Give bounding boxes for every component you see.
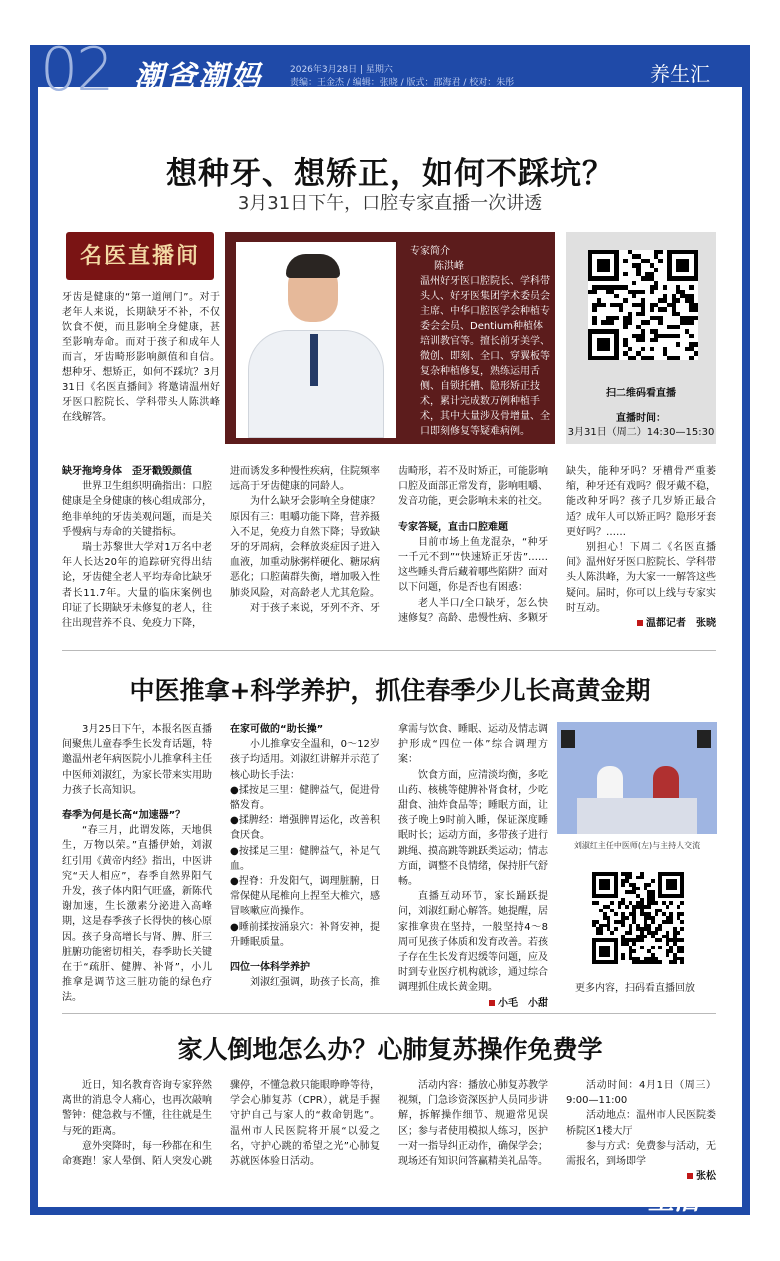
divider	[62, 1013, 716, 1014]
replay-qr-caption: 更多内容，扫码看直播回放	[575, 983, 695, 994]
expert-name: 陈洪峰	[434, 261, 464, 272]
qr-module	[621, 883, 625, 887]
column-name: 养生汇	[650, 62, 710, 86]
qr-module	[655, 901, 659, 905]
article3-col1	[62, 1078, 212, 1169]
qr-module	[650, 290, 654, 294]
qr-module	[614, 894, 618, 898]
qr-module	[654, 285, 658, 289]
qr-module	[689, 356, 693, 360]
qr-module	[658, 946, 662, 950]
qr-module	[610, 931, 614, 935]
qr-module	[636, 887, 640, 891]
qr-module	[632, 942, 636, 946]
qr-module	[680, 894, 684, 898]
live-time-value: 3月31日（周二）14:30—15:30	[567, 427, 715, 438]
a2-col1-heading: 春季为何是长高“加速器”？	[62, 810, 186, 822]
qr-module	[632, 356, 636, 360]
staff-line: 责编：王金杰 / 编辑：张晓 / 版式：邵海君 / 校对：朱彤	[290, 78, 515, 88]
a3-byline: 张松	[566, 1169, 716, 1184]
qr-module	[614, 356, 618, 360]
qr-module	[625, 916, 629, 920]
a2-col2-para: 小儿推拿安全温和，0～12岁孩子均适用。刘淑红讲解并示范了核心助长手法：	[230, 739, 380, 781]
qr-module	[658, 927, 662, 931]
qr-module	[650, 347, 654, 351]
a2-col2-heading: 在家可做的“助长操”	[230, 724, 324, 735]
article2-col3	[398, 722, 548, 1011]
qr-module	[632, 281, 636, 285]
article1-col4	[566, 464, 716, 631]
header-meta	[290, 64, 514, 90]
qr-module	[680, 912, 684, 916]
qr-module	[694, 342, 698, 346]
qr-module	[680, 960, 684, 964]
qr-module	[632, 949, 636, 953]
col3-para2: 目前市场上鱼龙混杂，“种牙一千元不到”“快速矫正牙齿”……这些睡头背后藏着哪些陷阱？面对以下问题，你是否也有困惑：	[398, 536, 548, 594]
qr-module	[676, 356, 680, 360]
qr-module	[619, 307, 623, 311]
qr-module	[658, 250, 662, 254]
qr-module	[614, 912, 618, 916]
qr-module	[655, 931, 659, 935]
article3-title: 家人倒地怎么办？心肺复苏操作免费学	[177, 1035, 603, 1064]
qr-module	[689, 285, 693, 289]
replay-qr-code[interactable]	[592, 872, 684, 964]
event-time: 活动时间：4月1日（周三）9:00—11:00	[566, 1080, 716, 1107]
qr-module	[651, 879, 655, 883]
qr-module	[676, 298, 680, 302]
a2-item: ●睡前揉按涌泉穴：补肾安神，提升睡眠质量。	[230, 921, 380, 948]
col1-para2: 瑞士苏黎世大学对1万名中老年人长达20年的追踪研究得出结论，牙齿健全老人平均寿命比缺牙者长11.7年。大量的临床案例也印证了长期缺牙未修复的老人，往往出现营养不良、免疫力下降，	[62, 542, 212, 630]
article2-col2	[230, 722, 380, 990]
a2-col1-para2: “春三月，此谓发陈，天地俱生，万物以荣。”直播伊始，刘淑红引用《黄帝内经》指出，中医讲究“天人相应”，春季自然界阳气升发，孩子体内阳气旺盛，新陈代谢加速，生长激素分泌进入高峰期，这是春季孩子长得快的核心原因。孩子身高增长与肾、脾、肝三脏腑功能密切相关，春季助长关键在于“疏肝、健脾、补肾”，小儿推拿是调节这三脏功能的绿色疗法。	[62, 825, 212, 1004]
qr-module	[680, 920, 684, 924]
qr-module	[644, 935, 648, 939]
section-logo: 潮爸潮妈	[134, 60, 262, 95]
qr-module	[655, 912, 659, 916]
qr-module	[641, 338, 645, 342]
famous-doctor-badge: 名医直播间	[66, 232, 214, 280]
qr-module	[614, 294, 618, 298]
qr-module	[689, 320, 693, 324]
qr-module	[629, 931, 633, 935]
qr-module	[650, 307, 654, 311]
qr-module	[606, 268, 610, 272]
broadcast-photo	[557, 722, 717, 834]
qr-module	[640, 946, 644, 950]
qr-caption: 扫二维码看直播	[606, 388, 676, 399]
footer-sub: 周刊	[712, 1194, 732, 1205]
qr-module	[592, 307, 596, 311]
expert-bio	[410, 244, 552, 439]
qr-module	[640, 876, 644, 880]
qr-module	[628, 347, 632, 351]
col1-para: 世界卫生组织明确指出：口腔健康是全身健康的核心组成部分，绝非单纯的牙齿美观问题，而是关乎慢病与寿命的关键指标。	[62, 481, 212, 538]
expert-photo	[236, 242, 396, 438]
article3-col4	[566, 1078, 716, 1184]
qr-module	[658, 938, 662, 942]
qr-module	[654, 268, 658, 272]
qr-module	[610, 901, 614, 905]
col3-para3: 老人半口/全口缺牙，怎么快速修复？高龄、患慢性病、多颗牙	[398, 597, 548, 624]
article1-col3	[398, 464, 548, 626]
qr-module	[607, 887, 611, 891]
qr-module	[658, 259, 662, 263]
qr-module	[629, 876, 633, 880]
qr-module	[607, 953, 611, 957]
qr-module	[623, 298, 627, 302]
photo-caption: 刘淑红主任中医师(左)与主持人交流	[573, 841, 701, 850]
qr-module	[640, 938, 644, 942]
qr-module	[610, 320, 614, 324]
qr-module	[669, 920, 673, 924]
qr-module	[663, 307, 667, 311]
qr-module	[677, 905, 681, 909]
qr-module	[623, 272, 627, 276]
qr-module	[673, 960, 677, 964]
qr-module	[628, 320, 632, 324]
qr-module	[680, 949, 684, 953]
footer-logo: 生活	[648, 1186, 701, 1216]
qr-module	[641, 347, 645, 351]
qr-module	[676, 325, 680, 329]
qr-module	[694, 307, 698, 311]
a3-col1-para2: 意外突降时，每一秒都在和生命赛跑！家人晕倒、陌人突发心跳	[62, 1140, 212, 1168]
a2-col1-para: 3月25日下午，本报名医直播间聚焦儿童春季生长发育话题，特邀温州老年病医院小儿推拿科主任中医师刘淑红，为家长带来实用助力孩子长高知识。	[62, 724, 212, 796]
a3-col3-para: 活动内容：播放心肺复苏教学视频，门急诊资深医护人员同步讲解，拆解操作细节、规避常见误区；参与者使用模拟人练习，医护一对一指导纠正动作，确保学会；现场还有知识问答赢精美礼品等。	[398, 1080, 548, 1168]
article3-col3	[398, 1078, 548, 1169]
event-participation: 参与方式：免费参与活动，无需报名，到场即学	[566, 1140, 716, 1168]
col4-para2: 别担心！下周二《名医直播间》温州好牙医口腔院长、学科带头人陈洪峰，为大家一一解答这些疑问。届时，你可以上线与专家实时互动。	[566, 542, 716, 614]
a2-col2-para2: 刘淑红强调，助孩子长高，推	[250, 977, 380, 989]
qr-module	[680, 901, 684, 905]
a2-item: ●揉按足三里：健脾益气，促进骨骼发育。	[230, 784, 380, 812]
a2-col3-para2: 饮食方面，应清淡均衡，多吃山药、核桃等健脾补肾食材，少吃甜食、油炸食品等；睡眠方面，让孩子晚上9时前入睡，保证深度睡眠时长；运动方面，多带孩子进行跳绳、摸高跳等跳跃类运动；情志方面，调整不良情绪，保持肝气舒畅。	[398, 769, 548, 888]
qr-module	[658, 320, 662, 324]
qr-module	[599, 931, 603, 935]
article2-title: 中医推拿+科学养护，抓住春季少儿长高黄金期	[129, 676, 651, 705]
qr-module	[677, 931, 681, 935]
col2-para: 进而诱发多种慢性疾病，住院频率远高于牙齿健康的同龄人。	[230, 466, 380, 493]
qr-module	[614, 960, 618, 964]
a2-col3-para: 拿需与饮食、睡眠、运动及情志调护形成“四位一体”综合调理方案：	[398, 724, 548, 766]
article2-col1	[62, 722, 212, 1006]
article1-title: 想种牙、想矫正，如何不踩坑？	[166, 156, 614, 192]
live-qr-code[interactable]	[588, 250, 698, 360]
qr-module	[680, 938, 684, 942]
article1-subtitle: 3月31日下午，口腔专家直播一次讲透	[237, 193, 543, 214]
qr-module	[680, 927, 684, 931]
qr-module	[614, 927, 618, 931]
event-place: 活动地点：温州市人民医院娄桥院区1楼大厅	[566, 1110, 716, 1137]
page-number: 02	[40, 35, 113, 105]
qr-module	[641, 312, 645, 316]
expert-label: 专家简介	[410, 246, 450, 257]
qr-module	[689, 334, 693, 338]
qr-module	[592, 320, 596, 324]
qr-module	[666, 953, 670, 957]
live-time-label: 直播时间：	[616, 413, 666, 424]
a2-item: ●按揉足三里：健脾益气，补足气血。	[230, 845, 380, 872]
qr-module	[596, 901, 600, 905]
qr-module	[650, 356, 654, 360]
col4-para: 缺失，能种牙吗？牙槽骨严重萎缩，种牙还有戏吗？假牙戴不稳，能改种牙吗？孩子几岁矫正最合适？成年人可以矫正吗？隐形牙套更好吗？……	[566, 466, 716, 538]
qr-module	[625, 905, 629, 909]
qr-module	[632, 294, 636, 298]
qr-module	[645, 320, 649, 324]
qr-module	[651, 946, 655, 950]
qr-module	[676, 342, 680, 346]
qr-module	[623, 259, 627, 263]
col3-para: 齿畸形，若不及时矫正，可能影响口腔及面部正常发育，影响咀嚼、发音功能，更会影响未来的社交。	[398, 466, 548, 508]
article3-col2	[230, 1078, 380, 1169]
qr-module	[685, 268, 689, 272]
qr-module	[618, 905, 622, 909]
a2-item: ●捏脊：升发阳气，调理脏腑，日常保健从尾椎向上捏至大椎穴，感冒咳嗽应尚操作。	[230, 876, 380, 918]
a2-item: ●揉脾经：增强脾胃运化，改善积食厌食。	[230, 815, 380, 842]
article1-intro: 牙齿是健康的“第一道闸门”。对于老年人来说，长期缺牙不补，不仅饮食不便，而且影响全身健康，甚至影响寿命。而对于孩子和成年人而言，牙齿畸形影响颜值和自信。想种牙、想矫正，如何不踩坑？3月31日《名医直播间》将邀请温州好牙医口腔院长、学科带头人陈洪峰在线解答。	[62, 292, 220, 423]
a2-col3-para3: 直播互动环节，家长踊跃提问，刘淑红耐心解答。她提醒，居家推拿贵在坚持，一般坚持4～8周可见孩子体质和发育改善。若孩子存在生长发育迟缓等问题，应及时到专业医疗机构就诊，通过综合调理抓住成长黄金期。	[398, 891, 548, 994]
qr-module	[658, 960, 662, 964]
a2-byline: 小毛 小甜	[398, 996, 548, 1011]
article1-col1	[62, 464, 212, 631]
qr-module	[666, 905, 670, 909]
col1-heading: 缺牙拖垮身体 歪牙戳毁颜值	[62, 466, 192, 477]
qr-module	[647, 905, 651, 909]
qr-module	[606, 347, 610, 351]
qr-module	[614, 276, 618, 280]
qr-module	[592, 290, 596, 294]
qr-module	[647, 883, 651, 887]
qr-module	[673, 887, 677, 891]
qr-module	[663, 285, 667, 289]
expert-bio-text: 温州好牙医口腔院长、学科带头人、好牙医集团学术委员会主席、中华口腔医学会种植专委会会员、Dentium种植体培训教官等。擅长前牙美学、微创、即刻、全口、穿翼板等复杂种植修复，熟练运用舌侧、自锁托槽、隐形矫正技术，累计完成数万例种植手术，其中大量涉及骨增量、全口即刻修复等疑难病例。	[420, 276, 550, 437]
qr-module	[694, 276, 698, 280]
a3-col1-para: 近日，知名教育咨询专家猝然离世的消息令人痛心，也再次敲响警钟：健急救与不懂，往往就是生与死的距离。	[62, 1080, 212, 1137]
qr-module	[623, 325, 627, 329]
qr-module	[621, 957, 625, 961]
qr-module	[601, 303, 605, 307]
qr-module	[651, 920, 655, 924]
qr-module	[694, 351, 698, 355]
qr-module	[641, 290, 645, 294]
qr-module	[694, 316, 698, 320]
col3-heading: 专家答疑，直击口腔难题	[398, 521, 508, 533]
qr-module	[669, 901, 673, 905]
article1-col2	[230, 464, 380, 616]
date-line: 2026年3月28日 | 星期六	[290, 65, 393, 75]
qr-module	[621, 924, 625, 928]
a2-col2-heading2: 四位一体科学养护	[230, 962, 310, 974]
a3-col2-para: 骤停，不懂急救只能眼睁睁等待，学会心肺复苏（CPR），就是手握守护自己与家人的“救命钥匙”。温州市人民医院将开展“以爱之名，守护心跳的希望之光”心肺复苏就医体验日活动。	[230, 1080, 380, 1168]
divider	[62, 650, 716, 651]
col2-para3: 对于孩子来说，牙列不齐、牙	[250, 602, 380, 614]
qr-module	[654, 338, 658, 342]
byline: 温都记者 张晓	[566, 616, 716, 631]
qr-module	[676, 334, 680, 338]
qr-module	[614, 316, 618, 320]
col2-para2: 为什么缺牙会影响全身健康？原因有三：咀嚼功能下降，营养摄入不足，免疫力自然下降；导致缺牙的牙周病，会释放炎症因子进入血液，加重动脉粥样硬化、糖尿病恶化；口腔菌群失衡，增加吸入性肺炎风险，对高龄老人尤其危险。	[230, 496, 380, 599]
